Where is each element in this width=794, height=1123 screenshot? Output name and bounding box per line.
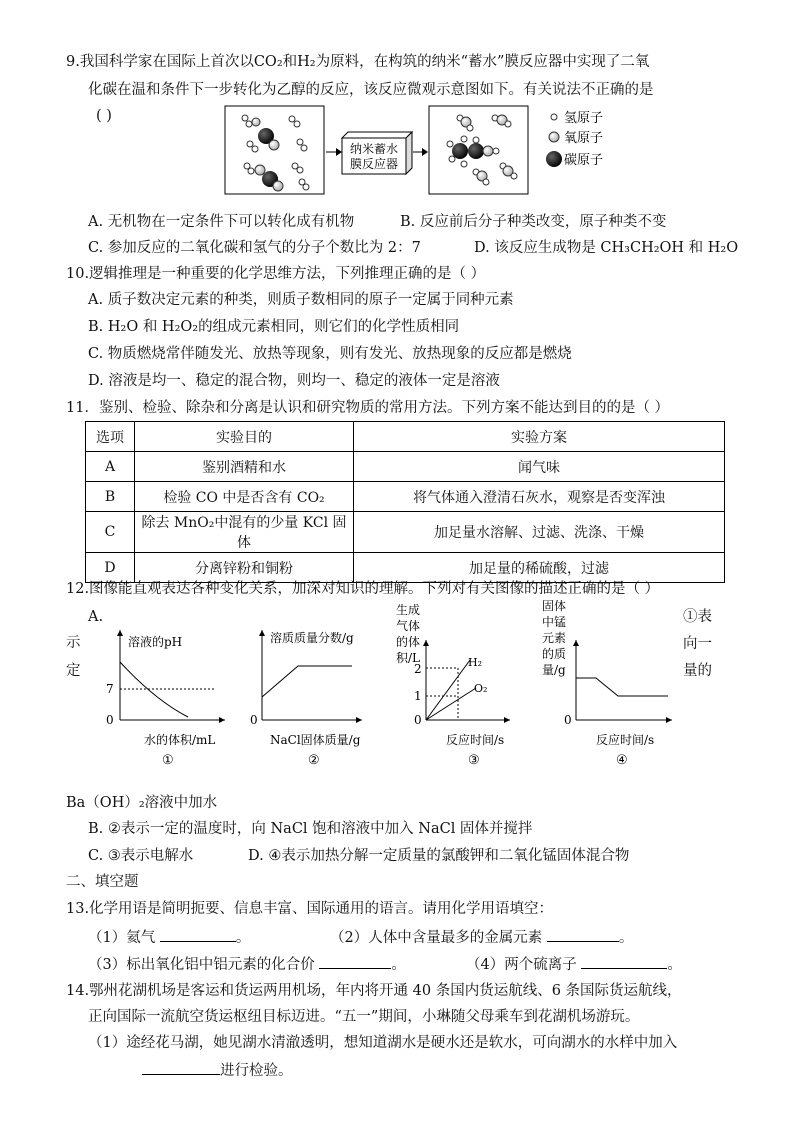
header-purpose: 实验目的 — [135, 422, 354, 452]
graph-3-h2-label: H₂ — [468, 656, 483, 669]
q13-part4: （4）两个硫离子 。 — [466, 954, 682, 975]
q14-part1-end: 进行检验。 — [142, 1060, 293, 1081]
q12-a-label: A. — [88, 609, 104, 625]
svg-text:元素: 元素 — [542, 631, 567, 645]
svg-text:的质: 的质 — [542, 647, 567, 661]
table-row: A 鉴别酒精和水 闻气味 — [86, 452, 725, 482]
q12-wrap-right-1: ①表 — [683, 609, 712, 625]
q12-wrap-left-1: 示 — [66, 635, 81, 651]
svg-text:氢原子: 氢原子 — [564, 111, 604, 126]
table-row: B 检验 CO 中是否含有 CO₂ 将气体通入澄清石灰水，观察是否变浑浊 — [86, 482, 725, 512]
q12-option-b: B. ②表示一定的温度时，向 NaCl 饱和溶液中加入 NaCl 固体并搅拌 — [88, 821, 533, 837]
reactor-label-1: 纳米蓄水 — [349, 142, 399, 156]
graph-2-ylabel: 溶质质量分数/g — [270, 631, 354, 645]
graph-4 — [542, 600, 672, 768]
svg-text:中锰: 中锰 — [542, 615, 567, 629]
q12-option-c: C. ③表示电解水 — [88, 848, 194, 864]
answer-blank[interactable] — [547, 927, 619, 942]
svg-text:生成: 生成 — [396, 603, 421, 617]
q9-answer-paren: ( ) — [96, 108, 112, 124]
q13-part1: （1）氦气 。 — [88, 927, 250, 948]
q13-part3: （3）标出氧化铝中铝元素的化合价 。 — [88, 954, 406, 975]
reactor-label-2: 膜反应器 — [349, 157, 399, 171]
graph-2-origin: 0 — [250, 713, 258, 727]
graph-2-xlabel: NaCl固体质量/g — [270, 733, 361, 747]
q10-option-b: B. H₂O 和 H₂O₂的组成元素相同，则它们的化学性质相同 — [88, 319, 460, 335]
carbon-atom-icon — [546, 151, 562, 167]
q12-stem: 12.图像能直观表达各种变化关系，加深对知识的理解。下列对有关图像的描述正确的是（ ） — [66, 581, 660, 597]
q9-reaction-diagram — [220, 104, 650, 196]
q9-option-d: D. 该反应生成物是 CH₃CH₂OH 和 H₂O — [474, 240, 739, 256]
q10-option-c: C. 物质燃烧常伴随发光、放热等现象，则有发光、放热现象的反应都是燃烧 — [88, 346, 572, 362]
q11-table — [85, 421, 725, 583]
q9-stem-line2: 化碳在温和条件下一步转化为乙醇的反应，该反应微观示意图如下。有关说法不正确的是 — [88, 82, 654, 98]
svg-text:固体: 固体 — [542, 600, 567, 613]
svg-text:氧原子: 氧原子 — [564, 131, 604, 146]
q12-wrap-right-2: 向一 — [683, 636, 712, 652]
svg-text:量/g: 量/g — [542, 663, 566, 677]
q9-option-c: C. 参加反应的二氧化碳和氢气的分子个数比为 2：7 — [88, 240, 421, 256]
svg-text:碳原子: 碳原子 — [564, 153, 604, 168]
answer-blank[interactable] — [319, 954, 391, 969]
graph-4-xlabel: 反应时间/s — [596, 733, 655, 747]
q14-stem-line2: 正向国际一流航空货运枢纽目标迈进。“五一”期间，小琳随父母乘车到花湖机场游玩。 — [88, 1009, 640, 1025]
q13-part2: （2）人体中含量最多的金属元素 。 — [330, 927, 633, 948]
table-row: D 分离锌粉和铜粉 加足量的稀硫酸，过滤 — [86, 553, 725, 583]
q9-stem-line1: 9.我国科学家在国际上首次以CO₂和H₂为原料，在构筑的纳米“蓄水”膜反应器中实现了二氧 — [66, 54, 650, 70]
graph-3-number: ③ — [468, 753, 480, 768]
graph-2-line — [262, 666, 352, 697]
table-header-row — [86, 422, 725, 452]
q12-option-d: D. ④表示加热分解一定质量的氯酸钾和二氧化锰固体混合物 — [248, 848, 630, 864]
graph-1-ylabel: 溶液的pH — [128, 635, 183, 649]
graph-2 — [250, 630, 362, 768]
section-title: 二、填空题 — [66, 874, 139, 890]
graph-4-line — [576, 678, 668, 696]
q12-wrap-right-3: 量的 — [683, 663, 712, 679]
q9-option-a: A. 无机物在一定条件下可以转化成有机物 — [88, 214, 355, 230]
graph-3-h2-line — [426, 660, 470, 720]
answer-blank[interactable] — [160, 927, 236, 942]
graph-3 — [396, 602, 510, 768]
graph-4-number: ④ — [616, 753, 628, 768]
atom-legend — [546, 111, 603, 168]
graph-3-origin: 0 — [414, 713, 422, 727]
q13-stem: 13.化学用语是简明扼要、信息丰富、国际通用的语言。请用化学用语填空： — [66, 901, 554, 917]
q12-wrap-left-2: 定 — [66, 663, 81, 679]
header-plan: 实验方案 — [354, 422, 725, 452]
svg-text:积/L: 积/L — [396, 651, 421, 665]
graph-1-xlabel: 水的体积/mL — [144, 733, 216, 747]
graph-1-number: ① — [162, 753, 174, 768]
table-row: C 除去 MnO₂中混有的少量 KCl 固体 加足量水溶解、过滤、洗涤、干燥 — [86, 512, 725, 553]
graph-4-origin: 0 — [564, 713, 572, 727]
q12-a-continued: Ba（OH）₂溶液中加水 — [66, 795, 218, 811]
hydrogen-atom-icon — [551, 114, 557, 120]
q10-stem: 10.逻辑推理是一种重要的化学思维方法，下列推理正确的是（ ） — [66, 266, 486, 282]
graph-1-origin: 0 — [106, 713, 114, 727]
q11-stem: 11．鉴别、检验、除杂和分离是认识和研究物质的常用方法。下列方案不能达到目的的是（ ） — [66, 400, 670, 416]
q9-option-b: B. 反应前后分子种类改变，原子种类不变 — [400, 214, 667, 230]
graph-3-o2-label: O₂ — [474, 682, 488, 695]
svg-text:气体: 气体 — [396, 619, 421, 633]
graph-3-o2-line — [426, 688, 476, 720]
graph-2-number: ② — [308, 753, 320, 768]
oxygen-atom-icon — [549, 132, 559, 142]
q14-stem-line1: 14.鄂州花湖机场是客运和货运两用机场，年内将开通 40 条国内货运航线、6 条国际货运航线， — [66, 983, 682, 999]
answer-blank[interactable] — [581, 954, 667, 969]
graph-3-tick-2: 2 — [414, 662, 422, 676]
graph-1 — [106, 630, 225, 768]
graph-3-xlabel: 反应时间/s — [446, 733, 505, 747]
graph-1-tick-7: 7 — [106, 682, 114, 696]
graph-3-tick-1: 1 — [414, 689, 422, 703]
svg-text:的体: 的体 — [396, 635, 421, 649]
header-option: 选项 — [86, 422, 135, 452]
q14-part1: （1）途经花马湖，她见湖水清澈透明，想知道湖水是硬水还是软水，可向湖水的水样中加入 — [88, 1035, 678, 1051]
reactor-box — [342, 132, 412, 174]
q10-option-a: A. 质子数决定元素的种类，则质子数相同的原子一定属于同种元素 — [88, 292, 514, 308]
q12-graphs — [100, 600, 680, 772]
q10-option-d: D. 溶液是均一、稳定的混合物，则均一、稳定的液体一定是溶液 — [88, 373, 500, 389]
answer-blank[interactable] — [142, 1060, 220, 1075]
